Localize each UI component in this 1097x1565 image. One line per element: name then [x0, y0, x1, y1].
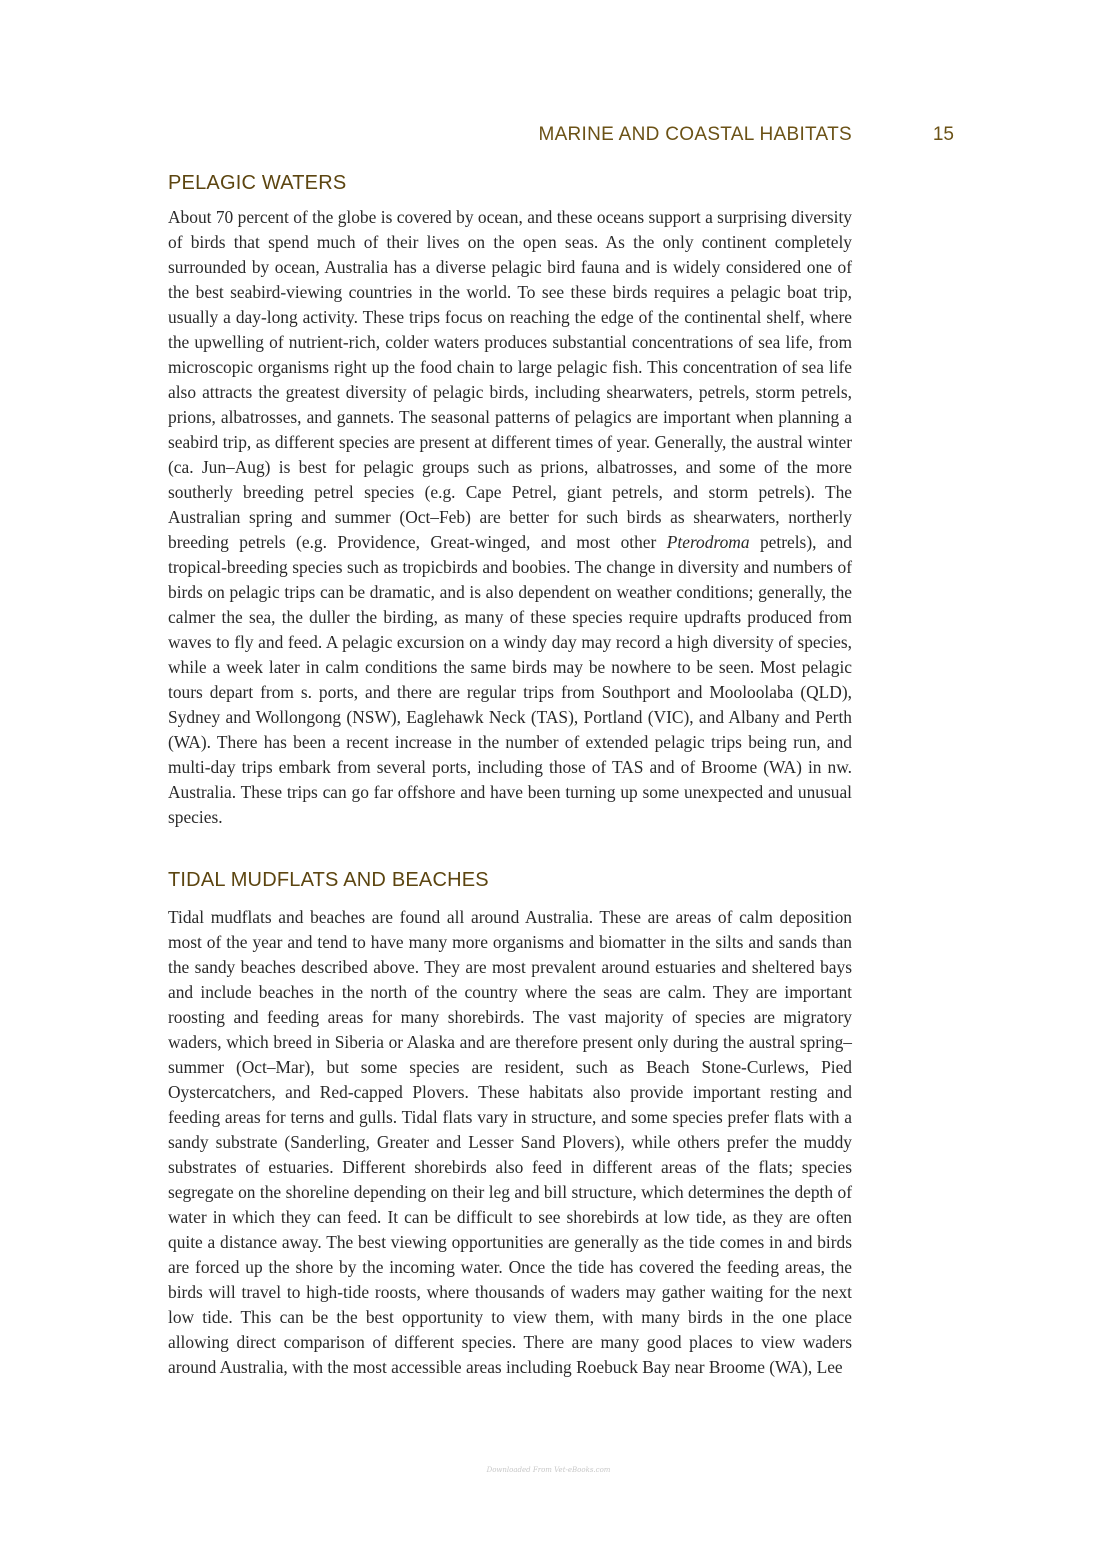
- running-header-title: MARINE AND COASTAL HABITATS: [538, 124, 852, 145]
- italic-taxon-name: Pterodroma: [666, 532, 750, 552]
- section-heading-pelagic-waters: PELAGIC WATERS: [168, 172, 347, 194]
- section-heading-tidal-mudflats: TIDAL MUDFLATS AND BEACHES: [168, 869, 489, 891]
- paragraph-tidal-mudflats: Tidal mudflats and beaches are found all around Australia. These are areas of calm deposition most of the year and tend to have many more organisms and biomatter in the silts and sands than the sandy beaches described above. They are most prevalent around estuaries and sheltered bays and include beaches in the north of the country where the seas are calm. They are important roosting and feeding areas for many shorebirds. The vast majority of species are migratory waders, which breed in Siberia or Alaska and are therefore present only during the austral spring–summer (Oct–Mar), but some species are resident, such as Beach Stone-Curlews, Pied Oystercatchers, and Red-capped Plovers. These habitats also provide important resting and feeding areas for terns and gulls. Tidal flats vary in structure, and some species prefer flats with a sandy substrate (Sanderling, Greater and Lesser Sand Plovers), while others prefer the muddy substrates of estuaries. Different shorebirds also feed in different areas of the flats; species segregate on the shoreline depending on their leg and bill structure, which determines the depth of water in which they can feed. It can be difficult to see shorebirds at low tide, as they are often quite a distance away. The best viewing opportunities are generally as the tide comes in and birds are forced up the shore by the incoming water. Once the tide has covered the feeding areas, the birds will travel to high-tide roosts, where thousands of waders may gather waiting for the next low tide. This can be the best opportunity to view them, with many birds in the one place allowing direct comparison of different species. There are many good places to view waders around Australia, with the most accessible areas including Roebuck Bay near Broome (WA), Lee: [168, 907, 852, 1377]
- page-number: 15: [932, 124, 954, 145]
- watermark: Downloaded From Vet-eBooks.com: [486, 1466, 611, 1474]
- paragraph-text: petrels), and tropical-breeding species such as tropicbirds and boobies. The change in diversity and numbers of birds on pelagic trips can be dramatic, and is also dependent on weather conditions; generally, the calmer the sea, the duller the birding, as many of these species require updrafts produced from waves to fly and feed. A pelagic excursion on a windy day may record a high diversity of species, while a week later in calm conditions the same birds may be nowhere to be seen. Most pelagic tours depart from s. ports, and there are regular trips from Southport and Mooloolaba (QLD), Sydney and Wollongong (NSW), Eaglehawk Neck (TAS), Portland (VIC), and Albany and Perth (WA). There has been a recent increase in the number of extended pelagic trips being run, and multi-day trips embark from several ports, including those of TAS and of Broome (WA) in nw. Australia. These trips can go far offshore and have been turning up some unexpected and unusual species.: [168, 532, 852, 827]
- paragraph-text: About 70 percent of the globe is covered by ocean, and these oceans support a surprising diversity of birds that spend much of their lives on the open seas. As the only continent completely surrounded by ocean, Australia has a diverse pelagic bird fauna and is widely considered one of the best seabird-viewing countries in the world. To see these birds requires a pelagic boat trip, usually a day-long activity. These trips focus on reaching the edge of the continental shelf, where the upwelling of nutrient-rich, colder waters produces substantial concentrations of sea life, from microscopic organisms right up the food chain to large pelagic fish. This concentration of sea life also attracts the greatest diversity of pelagic birds, including shearwaters, petrels, storm petrels, prions, albatrosses, and gannets. The seasonal patterns of pelagics are important when planning a seabird trip, as different species are present at different times of year. Generally, the austral winter (ca. Jun–Aug) is best for pelagic groups such as prions, albatrosses, and some of the more southerly breeding petrel species (e.g. Cape Petrel, giant petrels, and storm petrels). The Australian spring and summer (Oct–Feb) are better for such birds as shearwaters, northerly breeding petrels (e.g. Providence, Great-winged, and most other: [168, 207, 852, 552]
- paragraph-pelagic-waters: [168, 205, 852, 830]
